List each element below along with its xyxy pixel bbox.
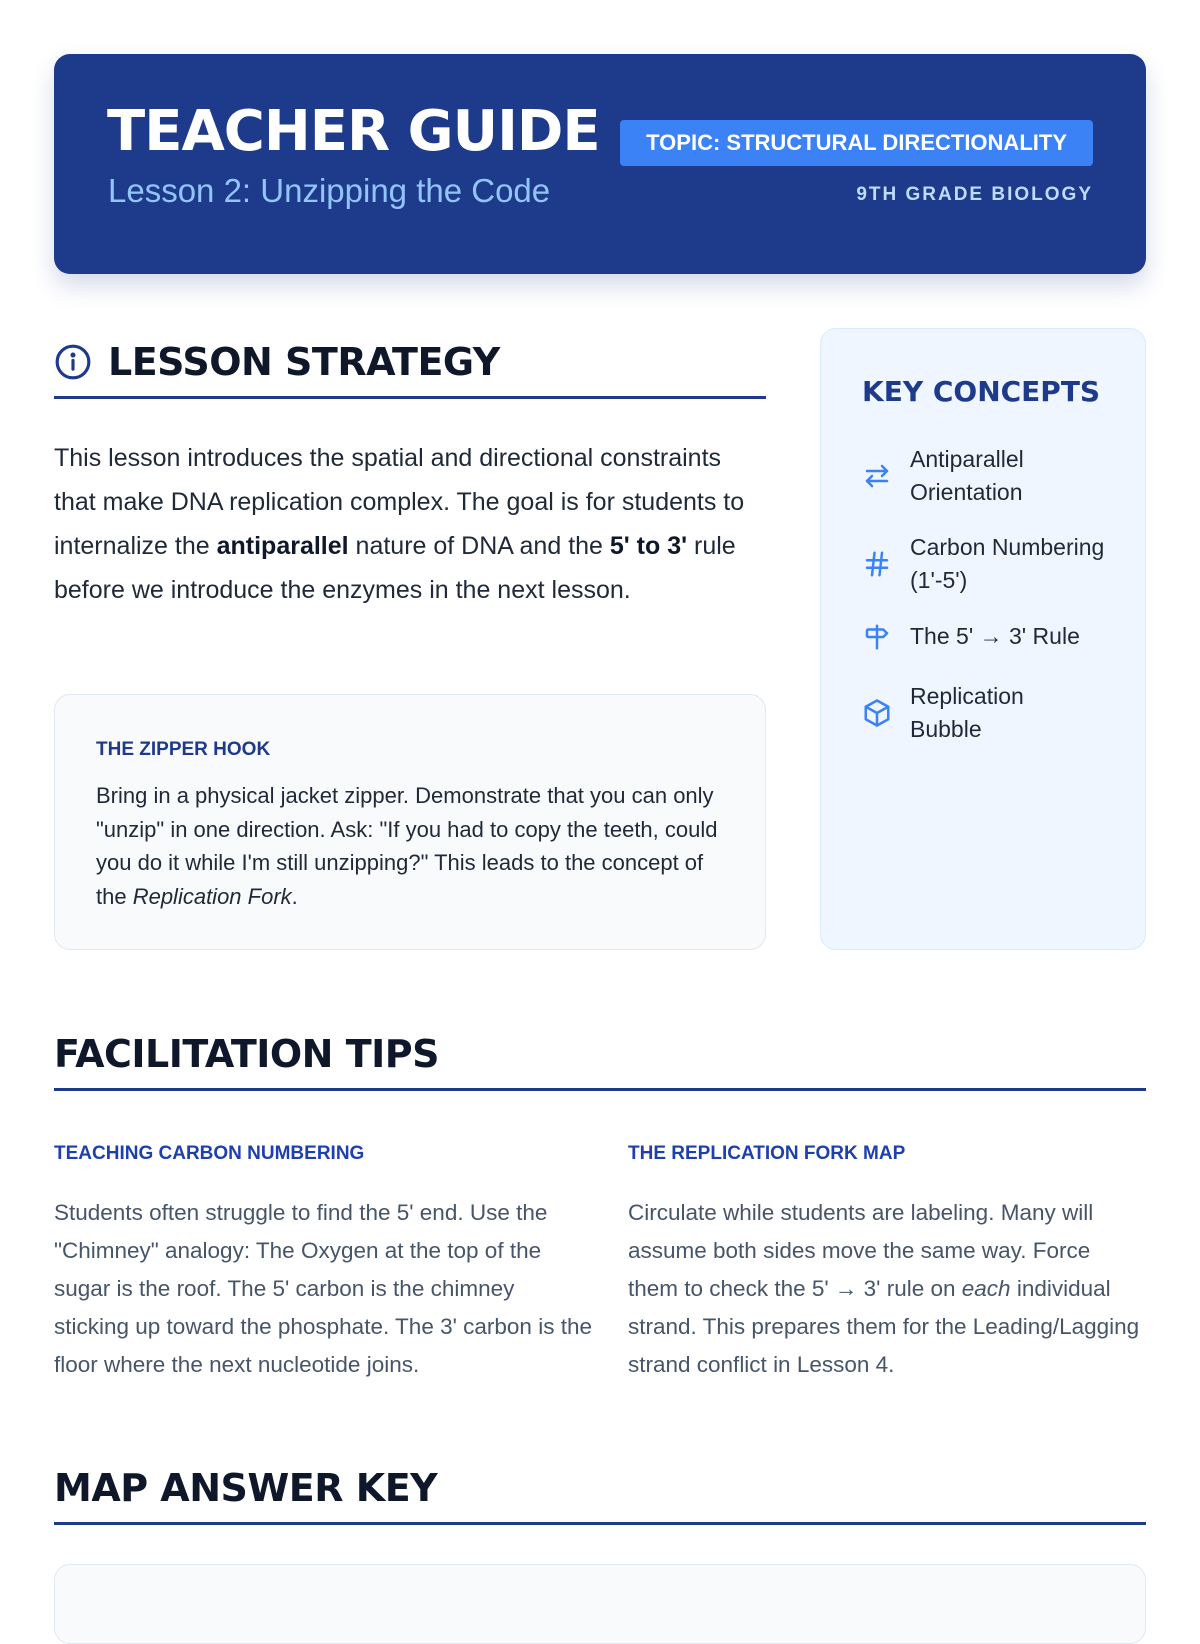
facilitation-tips-header <box>54 1020 1146 1091</box>
header-banner <box>54 54 1146 274</box>
hash-icon <box>862 549 892 579</box>
concept-item-antiparallel <box>862 443 1072 509</box>
map-answer-key-heading: MAP ANSWER KEY <box>54 1466 438 1510</box>
zipper-hook-card <box>54 694 766 950</box>
concept-label: Antiparallel Orientation <box>910 446 1024 505</box>
lesson-subtitle: Lesson 2: Unzipping the Code <box>108 172 551 209</box>
concept-label: Carbon Numbering (1'-5') <box>910 534 1105 593</box>
key-concepts-title: KEY CONCEPTS <box>862 375 1101 408</box>
tip-text-carbon-numbering: Students often struggle to find the 5' end. Use the "Chimney" analogy: The Oxygen at the top of the sugar is the roof. The 5' carbon is the chimney sticking up toward the phosphate. The 3' carbon is the floor where the next nucleotide joins. <box>54 1200 592 1377</box>
tip-title-fork-map: THE REPLICATION FORK MAP <box>628 1143 906 1164</box>
concept-item-replication-bubble <box>862 680 1062 746</box>
grade-level: 9TH GRADE BIOLOGY <box>856 184 1093 205</box>
hook-title: THE ZIPPER HOOK <box>96 739 271 760</box>
arrows-left-right-icon <box>862 461 892 491</box>
map-answer-key-header <box>54 1454 1146 1525</box>
facilitation-tips-heading: FACILITATION TIPS <box>54 1032 439 1076</box>
concept-label: The 5' → 3' Rule <box>910 623 1080 649</box>
concept-item-carbon-numbering <box>862 531 1110 597</box>
concept-item-5-3-rule <box>862 620 1112 653</box>
lesson-strategy-text: This lesson introduces the spatial and directional constraints that make DNA replication complex. The goal is for students to internalize the antiparallel nature of DNA and the 5' to 3' rule before we introduce the enzymes in the next lesson. <box>54 444 745 604</box>
signpost-icon <box>862 622 892 652</box>
key-concepts-panel <box>820 328 1146 950</box>
lesson-strategy-header <box>54 328 766 399</box>
page-title: TEACHER GUIDE <box>107 99 600 164</box>
topic-badge: TOPIC: STRUCTURAL DIRECTIONALITY <box>620 120 1093 166</box>
hook-text: Bring in a physical jacket zipper. Demonstrate that you can only "unzip" in one direction. Ask: "If you had to copy the teeth, could you do it while I'm still unzipping?" This leads to the concept of the Replication Fork. <box>96 783 718 909</box>
info-circle-icon <box>54 343 92 381</box>
concept-label: Replication Bubble <box>910 683 1024 742</box>
box-icon <box>862 698 892 728</box>
tip-text-fork-map: Circulate while students are labeling. Many will assume both sides move the same way. Force them to check the 5' → 3' rule on each individual strand. This prepares them for the Leading/Lagging strand conflict in Lesson 4. <box>628 1200 1140 1377</box>
lesson-strategy-heading: LESSON STRATEGY <box>108 340 500 384</box>
tip-title-carbon-numbering: TEACHING CARBON NUMBERING <box>54 1143 365 1164</box>
answer-key-card <box>54 1564 1146 1644</box>
